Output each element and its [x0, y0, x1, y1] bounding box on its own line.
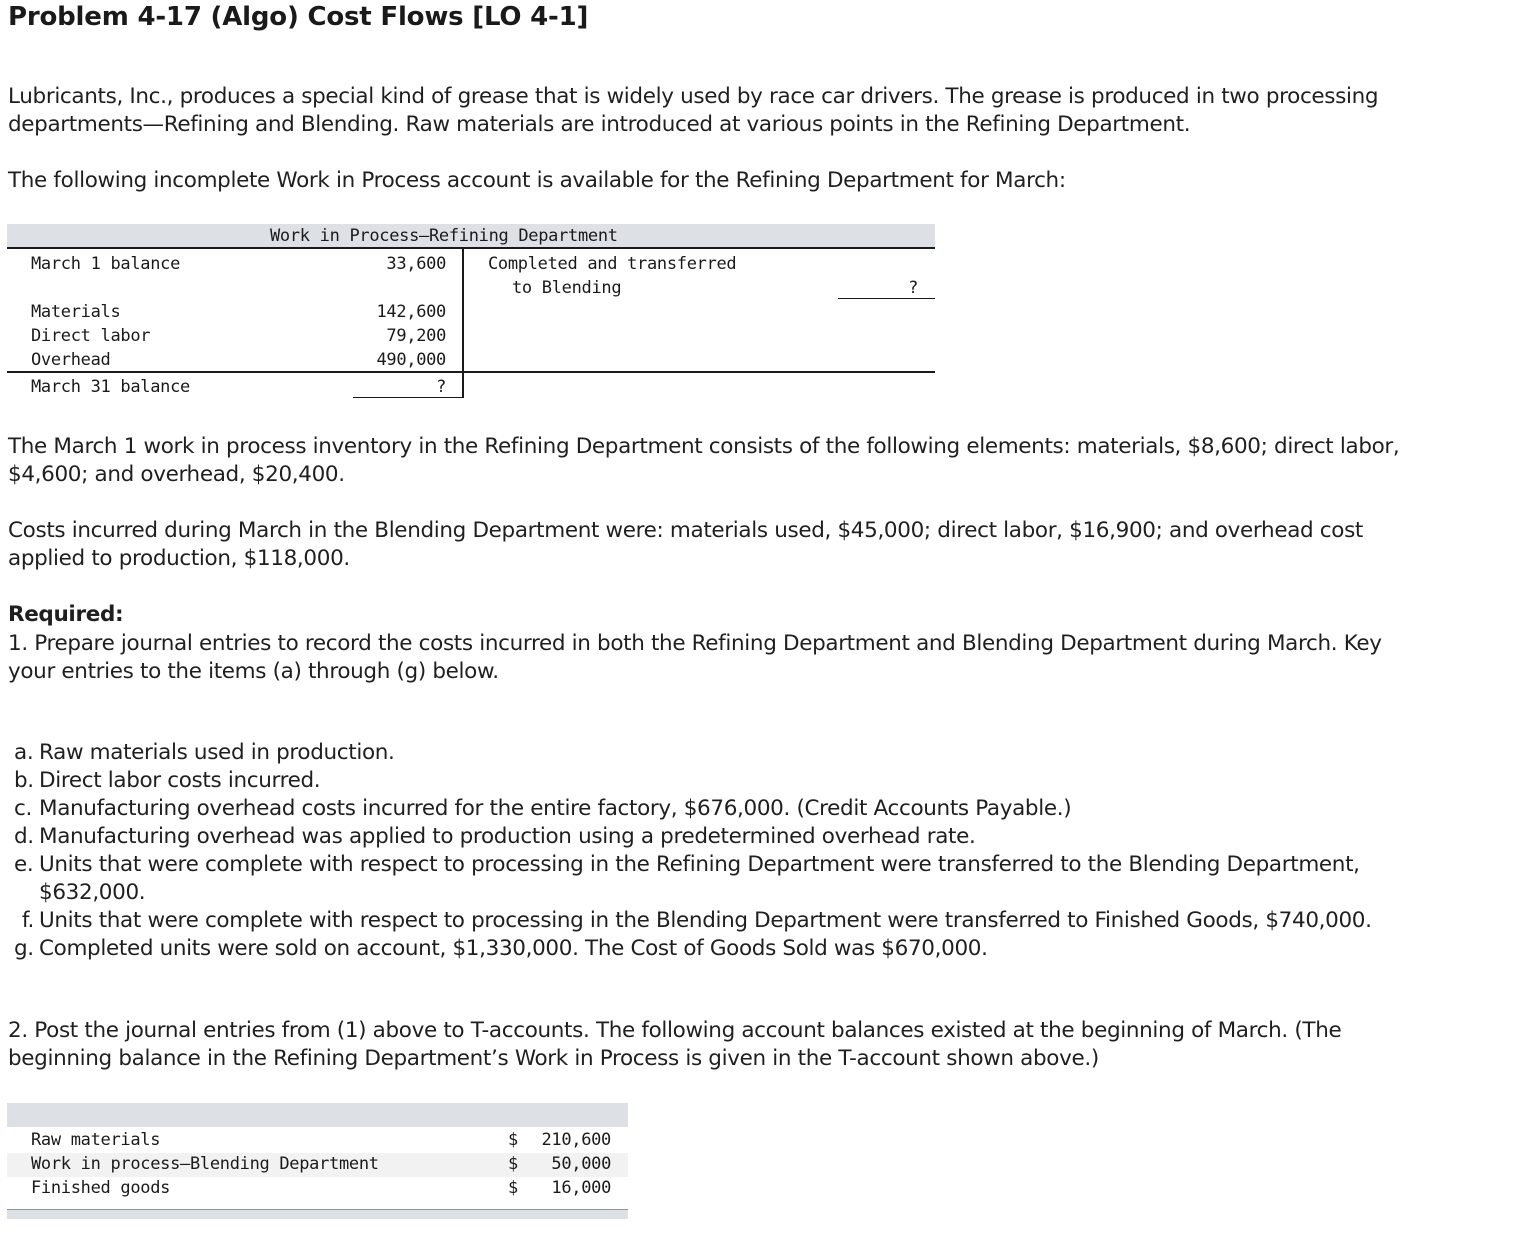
t-left-value-direct-labor: 79,200	[386, 326, 446, 346]
balance-amount: 16,000	[551, 1178, 611, 1198]
blending-costs-paragraph	[8, 517, 1498, 573]
list-item-letter: a.	[14, 740, 34, 765]
blending-costs-line-1: Costs incurred during March in the Blending Department were: materials used, $45,000; direct labor, $16,900; and overhead cost	[8, 518, 1364, 543]
balance-account: Work in process—Blending Department	[31, 1154, 379, 1174]
balances-table-header	[7, 1103, 628, 1127]
list-item-letter: g.	[14, 936, 34, 961]
intro-t-account-lead: The following incomplete Work in Process account is available for the Refining Department for March:	[8, 168, 1066, 193]
list-item-letter: f.	[21, 908, 34, 933]
balance-currency: $	[508, 1154, 518, 1174]
part-2-line-2: beginning balance in the Refining Department’s Work in Process is given in the T-account shown above.)	[8, 1046, 1099, 1071]
t-account-header	[7, 224, 935, 248]
balances-table-footer	[7, 1209, 628, 1219]
part-2-line-1: 2. Post the journal entries from (1) above to T-accounts. The following account balances existed at the beginning of March. (The	[8, 1018, 1342, 1043]
table-row	[7, 1177, 628, 1201]
balance-amount: 210,600	[541, 1130, 611, 1150]
t-account-top-rule	[7, 247, 935, 249]
list-item-text: Direct labor costs incurred.	[39, 768, 321, 793]
balance-currency: $	[508, 1130, 518, 1150]
list-item-e	[14, 851, 1509, 907]
intro-line-1: Lubricants, Inc., produces a special kind of grease that is widely used by race car drivers. The grease is produced in two processing	[8, 84, 1379, 109]
blending-costs-line-2: applied to production, $118,000.	[8, 546, 350, 571]
t-left-value-overhead: 490,000	[376, 350, 446, 370]
wip-elements-line-1: The March 1 work in process inventory in the Refining Department consists of the following elements: materials, $8,600; direct labor,	[8, 434, 1400, 459]
t-left-label-march1: March 1 balance	[31, 254, 181, 274]
wip-elements-paragraph	[8, 433, 1498, 489]
required-1-line-2: your entries to the items (a) through (g) below.	[8, 659, 499, 684]
balance-amount: 50,000	[551, 1154, 611, 1174]
list-item-letter: d.	[14, 824, 34, 849]
wip-elements-line-2: $4,600; and overhead, $20,400.	[8, 462, 345, 487]
t-right-label-line2: to Blending	[512, 278, 622, 298]
t-account-vertical-rule	[462, 249, 464, 398]
t-account-title: Work in Process—Refining Department	[270, 226, 618, 246]
list-item-letter: e.	[14, 852, 34, 877]
list-item-letter: c.	[14, 796, 32, 821]
intro-paragraph	[8, 83, 1498, 139]
balance-currency: $	[508, 1178, 518, 1198]
t-left-label-direct-labor: Direct labor	[31, 326, 151, 346]
balance-account: Finished goods	[31, 1178, 171, 1198]
list-item-text-line-1: Units that were complete with respect to processing in the Refining Department were transferred to the Blending Department,	[39, 852, 1360, 877]
table-row	[7, 1153, 628, 1177]
t-left-value-march1: 33,600	[386, 254, 446, 274]
list-item-text: Completed units were sold on account, $1,330,000. The Cost of Goods Sold was $670,000.	[39, 936, 988, 961]
list-item-d	[14, 823, 1509, 851]
part-2-paragraph	[8, 1017, 1498, 1073]
required-heading: Required:	[8, 602, 124, 627]
balance-account: Raw materials	[31, 1130, 161, 1150]
t-left-value-march31: ?	[436, 377, 446, 397]
t-right-underline	[838, 298, 935, 299]
list-item-text: Raw materials used in production.	[39, 740, 395, 765]
t-right-value-transferred: ?	[908, 278, 918, 298]
list-item-g	[14, 935, 1509, 963]
list-item-text: Units that were complete with respect to processing in the Blending Department were transferred to Finished Goods, $740,000.	[39, 908, 1372, 933]
t-left-label-march31: March 31 balance	[31, 377, 190, 397]
table-row	[7, 1129, 628, 1153]
list-item-text: Manufacturing overhead was applied to production using a predetermined overhead rate.	[39, 824, 976, 849]
required-1-paragraph	[8, 630, 1498, 686]
intro-line-2: departments—Refining and Blending. Raw materials are introduced at various points in the Refining Department.	[8, 112, 1191, 137]
t-left-label-overhead: Overhead	[31, 350, 111, 370]
t-right-label-line1: Completed and transferred	[488, 254, 737, 274]
t-left-underline	[353, 397, 463, 398]
list-item-text-line-2: $632,000.	[39, 880, 146, 905]
t-left-label-materials: Materials	[31, 302, 121, 322]
page-title: Problem 4-17 (Algo) Cost Flows [LO 4-1]	[8, 2, 589, 32]
list-item-text	[39, 851, 1479, 907]
list-item-letter: b.	[14, 768, 34, 793]
list-item-text: Manufacturing overhead costs incurred for the entire factory, $676,000. (Credit Accounts Payable.)	[39, 796, 1072, 821]
t-account-total-rule	[7, 371, 935, 373]
list-item-b	[14, 767, 1509, 795]
t-left-value-materials: 142,600	[376, 302, 446, 322]
required-1-line-1: 1. Prepare journal entries to record the costs incurred in both the Refining Department and Blending Department during March. Key	[8, 631, 1382, 656]
list-item-f	[14, 907, 1509, 935]
list-item-a	[14, 739, 1509, 767]
list-item-c	[14, 795, 1509, 823]
